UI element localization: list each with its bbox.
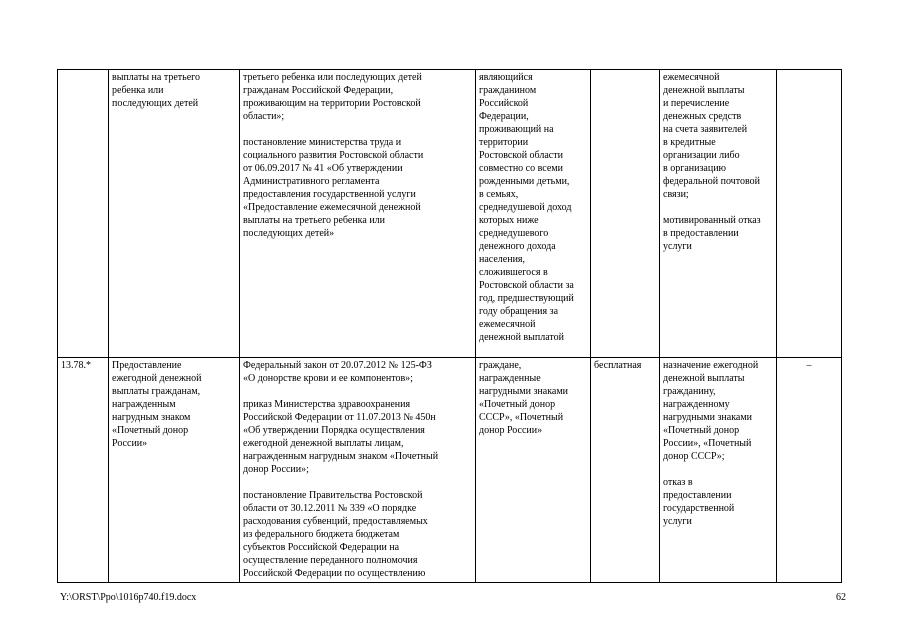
table-row: [58, 358, 842, 583]
cost-cell: [591, 70, 660, 358]
service-name-cell: Предоставление ежегодной денежной выплаты гражданам, награжденным нагрудным знаком «Почетный донор России»: [109, 358, 240, 583]
result-paragraph: назначение ежегодной денежной выплаты гражданину, награжденному нагрудными знаками «Почетный донор России», «Почетный донор СССР»;: [663, 360, 759, 462]
legal-basis-paragraph: приказ Министерства здравоохранения Российской Федерации от 11.07.2013 № 450н «Об утверждении Порядка осуществления ежегодной денежной выплаты лицам, награжденным нагрудным знаком «Почетный донор России»;: [243, 399, 439, 475]
result-cell: [660, 70, 777, 358]
recipients-cell: являющийся гражданином Российской Федерации, проживающий на территории Ростовской области совместно со всеми рожденными детьми, в семьях, среднедушевой доход которых ниже среднедушевого денежного дохода населения, сложившегося в Ростовской области за год, предшествующий году обращения за ежемесячной денежной выплатой: [476, 70, 591, 358]
services-table: [57, 69, 842, 583]
result-cell: [660, 358, 777, 583]
legal-basis-cell: [240, 358, 476, 583]
cost-cell: бесплатная: [591, 358, 660, 583]
row-number-cell: [58, 70, 109, 358]
legal-basis-paragraph: постановление министерства труда и социального развития Ростовской области от 06.09.2017 № 41 «Об утверждении Административного регламента предоставления государственной услуги «Предоставление ежемесячной денежной выплаты на третьего ребенка или последующих детей»: [243, 137, 424, 239]
legal-basis-paragraph: третьего ребенка или последующих детей гражданам Российской Федерации, проживающим на территории Ростовской области»;: [243, 72, 422, 122]
recipients-cell: граждане, награжденные нагрудными знаками «Почетный донор СССР», «Почетный донор России»: [476, 358, 591, 583]
service-name-cell: выплаты на третьего ребенка или последующих детей: [109, 70, 240, 358]
legal-basis-cell: [240, 70, 476, 358]
page-number: 62: [836, 592, 846, 603]
extra-cell: [777, 70, 842, 358]
legal-basis-paragraph: постановление Правительства Ростовской области от 30.12.2011 № 339 «О порядке расходования субвенций, предоставляемых из федерального бюджета бюджетам субъектов Российской Федерации на осуществление переданного полномочия Российской Федерации по осуществлению: [243, 490, 428, 579]
table-row: [58, 70, 842, 358]
row-number-cell: 13.78.*: [58, 358, 109, 583]
legal-basis-paragraph: Федеральный закон от 20.07.2012 № 125-ФЗ «О донорстве крови и ее компонентов»;: [243, 360, 432, 384]
footer-file-path: Y:\ORST\Ppo\1016p740.f19.docx: [60, 592, 197, 603]
extra-cell: –: [777, 358, 842, 583]
result-paragraph: мотивированный отказ в предоставлении услуги: [663, 215, 761, 252]
result-paragraph: ежемесячной денежной выплаты и перечисление денежных средств на счета заявителей в кредитные организации либо в организацию федеральной почтовой связи;: [663, 72, 760, 200]
result-paragraph: отказ в предоставлении государственной услуги: [663, 477, 735, 527]
